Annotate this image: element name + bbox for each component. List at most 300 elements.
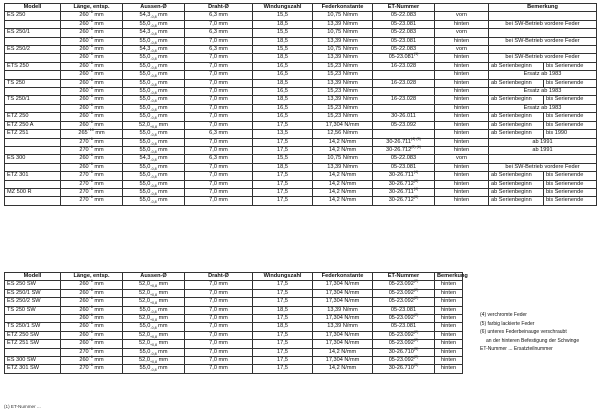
position-cell: hinten xyxy=(435,163,489,171)
laenge-tolerance: +6 xyxy=(88,313,93,318)
aussen-cell xyxy=(123,155,185,163)
table-row xyxy=(5,62,597,70)
draht-cell: 7,0 mm xyxy=(185,348,253,356)
aussen-unit: mm xyxy=(158,365,168,372)
et-note: (5) xyxy=(413,363,419,368)
aussen-cell xyxy=(123,54,185,62)
bemerkung-cell xyxy=(489,155,597,163)
header-laenge: Länge, entsp. xyxy=(61,4,123,12)
bemerkung-cell: ab Serienbeginn xyxy=(489,172,544,180)
table-row xyxy=(5,130,597,138)
laenge-tolerance: +6 xyxy=(88,187,93,192)
aussen-value: 55,0 xyxy=(139,104,151,111)
aussen-tolerance: -0,8 xyxy=(150,40,157,45)
laenge-unit: mm xyxy=(94,88,104,95)
position-cell: hinten xyxy=(435,172,489,180)
et-note: (2) xyxy=(413,338,419,343)
draht-cell: 7,0 mm xyxy=(185,37,253,45)
aussen-tolerance: -0,8 xyxy=(150,57,157,62)
laenge-value: 260 xyxy=(79,71,89,78)
windung-cell: 18,5 xyxy=(253,96,313,104)
feder-cell: 17,304 N/mm xyxy=(313,340,373,348)
aussen-unit: mm xyxy=(158,155,168,162)
model-cell xyxy=(5,104,61,112)
feder-cell: 14,2 N/mm xyxy=(313,188,373,196)
feder-cell: 14,2 N/mm xyxy=(313,348,373,356)
laenge-tolerance: +6 xyxy=(88,329,93,334)
position-cell: hinten xyxy=(435,71,489,79)
aussen-unit: mm xyxy=(158,12,168,19)
aussen-tolerance: -0,8 xyxy=(150,150,157,155)
aussen-tolerance: -0,8 xyxy=(150,351,157,356)
aussen-unit: mm xyxy=(158,29,168,36)
aussen-tolerance: +0,8 xyxy=(149,334,158,339)
feder-cell: 12,56 N/mm xyxy=(313,130,373,138)
draht-cell: 7,0 mm xyxy=(185,146,253,154)
aussen-tolerance: -0,8 xyxy=(150,116,157,121)
aussen-value: 55,0 xyxy=(139,180,151,187)
laenge-value: 260 xyxy=(79,113,89,120)
feder-cell: 15,23 N/mm xyxy=(313,62,373,70)
table-row xyxy=(5,29,597,37)
draht-cell: 6,3 mm xyxy=(185,155,253,163)
laenge-unit: mm xyxy=(94,340,104,347)
laenge-value: 260 xyxy=(79,46,89,53)
table-row xyxy=(5,138,597,146)
bemerkung-cell: ab Serienbeginn xyxy=(489,197,544,205)
draht-cell: 7,0 mm xyxy=(185,331,253,339)
position-cell: hinten xyxy=(435,138,489,146)
windung-cell: 17,5 xyxy=(253,340,313,348)
aussen-value: 55,0 xyxy=(139,348,151,355)
laenge-value: 260 xyxy=(79,79,89,86)
laenge-tolerance: +6 xyxy=(88,18,93,23)
draht-cell: 7,0 mm xyxy=(185,138,253,146)
position-cell: hinten xyxy=(435,323,463,331)
table-row xyxy=(5,323,463,331)
laenge-value: 260 xyxy=(79,54,89,61)
et-value: 05-23.092 xyxy=(388,340,414,347)
aussen-unit: mm xyxy=(158,104,168,111)
position-cell: vorn xyxy=(435,29,489,37)
et-value: 30-26.710 xyxy=(388,365,414,372)
aussen-unit: mm xyxy=(158,281,168,288)
bemerkung-cell: ab Serienbeginn xyxy=(489,130,544,138)
header-aussen: Aussen-Ø xyxy=(123,273,185,281)
et-value: 30-26.011 xyxy=(391,113,416,120)
table-row xyxy=(5,365,463,373)
windung-cell: 16,5 xyxy=(253,88,313,96)
aussen-cell xyxy=(123,331,185,339)
model-cell: TS 250 SW xyxy=(5,306,61,314)
draht-cell: 7,0 mm xyxy=(185,298,253,306)
et-note: (4) xyxy=(413,170,419,175)
windung-cell: 17,5 xyxy=(253,180,313,188)
windung-cell: 18,5 xyxy=(253,20,313,28)
draht-cell: 7,0 mm xyxy=(185,113,253,121)
aussen-cell xyxy=(123,281,185,289)
model-cell: ETZ 301 SW xyxy=(5,365,61,373)
draht-cell: 6,3 mm xyxy=(185,29,253,37)
windung-cell: 15,5 xyxy=(253,29,313,37)
position-cell: hinten xyxy=(435,104,489,112)
aussen-unit: mm xyxy=(158,348,168,355)
windung-cell: 18,5 xyxy=(253,163,313,171)
feder-cell: 14,2 N/mm xyxy=(313,146,373,154)
bemerkung-cell: Ersatz ab 1983 xyxy=(489,104,597,112)
model-cell: ETZ 251 xyxy=(5,130,61,138)
laenge-value: 260 xyxy=(79,121,89,128)
et-cell xyxy=(373,71,435,79)
model-cell: MZ 500 R xyxy=(5,188,61,196)
feder-cell: 13,39 N/mm xyxy=(313,54,373,62)
aussen-tolerance: +0,8 xyxy=(149,343,158,348)
table2-header-row xyxy=(5,273,463,281)
et-note: (2) xyxy=(413,313,419,318)
feder-cell: 14,2 N/mm xyxy=(313,138,373,146)
windung-cell: 15,5 xyxy=(253,155,313,163)
legend-notes xyxy=(480,311,598,354)
et-cell xyxy=(373,104,435,112)
aussen-tolerance: -0,8 xyxy=(150,141,157,146)
aussen-value: 55,0 xyxy=(139,71,151,78)
model-cell: ETZ 251 SW xyxy=(5,340,61,348)
aussen-tolerance: -0,8 xyxy=(150,49,157,54)
laenge-value: 260 xyxy=(79,281,89,288)
feder-cell: 13,39 N/mm xyxy=(313,163,373,171)
laenge-value: 260 xyxy=(79,96,89,103)
position-cell: hinten xyxy=(435,289,463,297)
aussen-unit: mm xyxy=(158,62,168,69)
aussen-unit: mm xyxy=(158,54,168,61)
aussen-cell xyxy=(123,348,185,356)
position-cell: hinten xyxy=(435,88,489,96)
legend-line: (5) farbig lackierte Feder xyxy=(480,320,535,327)
aussen-tolerance: -0,8 xyxy=(150,175,157,180)
draht-cell: 7,0 mm xyxy=(185,88,253,96)
feder-cell: 13,39 N/mm xyxy=(313,323,373,331)
table-row xyxy=(5,289,463,297)
aussen-tolerance: +0,8 xyxy=(149,318,158,323)
et-cell xyxy=(373,306,435,314)
aussen-cell xyxy=(123,104,185,112)
laenge-tolerance: +6 xyxy=(88,60,93,65)
header-aussen: Aussen-Ø xyxy=(123,4,185,12)
draht-cell: 7,0 mm xyxy=(185,54,253,62)
laenge-unit: mm xyxy=(94,281,104,288)
et-cell xyxy=(373,348,435,356)
aussen-cell xyxy=(123,113,185,121)
bemerkung2-cell: bis 1990 xyxy=(544,130,597,138)
position-cell: hinten xyxy=(435,20,489,28)
bemerkung-cell: Ersatz ab 1983 xyxy=(489,71,597,79)
footnote: (1) ET-Nummer ... xyxy=(4,404,41,409)
aussen-cell xyxy=(123,197,185,205)
laenge-tolerance: +6 xyxy=(88,52,93,57)
et-cell xyxy=(373,180,435,188)
aussen-cell xyxy=(123,79,185,87)
et-value: 05-23.081 xyxy=(390,163,417,170)
et-note: (2) xyxy=(413,355,419,360)
windung-cell: 18,5 xyxy=(253,306,313,314)
laenge-value: 260 xyxy=(79,306,89,313)
model-cell xyxy=(5,20,61,28)
legend-line: ET-Nummer ... Ersatzteilnummer xyxy=(480,346,553,353)
et-note: (2) xyxy=(413,296,419,301)
table-row xyxy=(5,20,597,28)
feder-cell: 15,23 N/mm xyxy=(313,113,373,121)
model-cell xyxy=(5,146,61,154)
legend-line: (4) verchromte Feder xyxy=(480,312,527,318)
bemerkung2-cell: bis Serienende xyxy=(544,121,597,129)
aussen-value: 55,0 xyxy=(139,197,151,204)
model-cell xyxy=(5,180,61,188)
aussen-tolerance: -0,8 xyxy=(150,32,157,37)
laenge-tolerance: +6 xyxy=(88,338,93,343)
et-cell xyxy=(373,163,435,171)
aussen-value: 55,0 xyxy=(139,88,151,95)
et-value: 05-23.081 xyxy=(390,37,417,44)
windung-cell: 17,5 xyxy=(253,281,313,289)
position-cell: hinten xyxy=(435,281,463,289)
feder-cell: 15,23 N/mm xyxy=(313,104,373,112)
bemerkung-cell: ab Serienbeginn xyxy=(489,113,544,121)
aussen-cell xyxy=(123,130,185,138)
laenge-value: 260 xyxy=(79,340,89,347)
windung-cell: 17,5 xyxy=(253,357,313,365)
table-row xyxy=(5,104,597,112)
et-value: 05-23.092 xyxy=(388,357,414,364)
aussen-cell xyxy=(123,146,185,154)
laenge-value: 260 xyxy=(79,289,89,296)
header-laenge: Länge, entsp. xyxy=(61,273,123,281)
feder-cell: 17,304 N/mm xyxy=(313,298,373,306)
draht-cell: 7,0 mm xyxy=(185,180,253,188)
et-note: (6) xyxy=(413,178,419,183)
laenge-value: 260 xyxy=(79,104,89,111)
et-value: 05-23.092 xyxy=(388,315,414,322)
et-cell xyxy=(373,340,435,348)
laenge-unit: mm xyxy=(94,306,104,313)
aussen-value: 55,0 xyxy=(139,138,151,145)
header-modell: Modell xyxy=(5,4,61,12)
draht-cell: 7,0 mm xyxy=(185,323,253,331)
bemerkung2-cell: bis Serienende xyxy=(544,188,597,196)
table-row xyxy=(5,79,597,87)
aussen-unit: mm xyxy=(158,188,168,195)
header-position xyxy=(435,4,489,12)
feder-cell: 13,39 N/mm xyxy=(313,20,373,28)
aussen-unit: mm xyxy=(158,46,168,53)
laenge-tolerance: +6 xyxy=(88,287,93,292)
bemerkung-cell: Ersatz ab 1983 xyxy=(489,88,597,96)
aussen-value: 54,3 xyxy=(139,46,151,53)
position-cell: hinten xyxy=(435,146,489,154)
laenge-value: 270 xyxy=(79,348,89,355)
laenge-tolerance: +6 xyxy=(88,321,93,326)
draht-cell: 7,0 mm xyxy=(185,306,253,314)
et-value: 05-23.092 xyxy=(388,281,414,288)
et-cell xyxy=(373,289,435,297)
model-cell: ES 250 SW xyxy=(5,281,61,289)
laenge-unit: mm xyxy=(94,146,104,153)
laenge-tolerance: +6 xyxy=(88,136,93,141)
aussen-unit: mm xyxy=(158,340,168,347)
aussen-value: 55,0 xyxy=(139,20,151,27)
table-row xyxy=(5,172,597,180)
table1-body xyxy=(5,12,597,205)
draht-cell: 7,0 mm xyxy=(185,20,253,28)
bemerkung-cell xyxy=(489,46,597,54)
table-row xyxy=(5,281,463,289)
model-cell: ETZ 250 xyxy=(5,113,61,121)
et-value: 05-22.083 xyxy=(390,155,417,162)
et-cell xyxy=(373,357,435,365)
aussen-unit: mm xyxy=(158,71,168,78)
laenge-unit: mm xyxy=(94,155,104,162)
bemerkung2-cell: bis Serienende xyxy=(544,172,597,180)
laenge-value: 270 xyxy=(79,197,89,204)
table-row xyxy=(5,306,463,314)
table-row xyxy=(5,113,597,121)
et-cell xyxy=(373,88,435,96)
draht-cell: 7,0 mm xyxy=(185,188,253,196)
laenge-value: 260 xyxy=(79,163,89,170)
laenge-value: 260 xyxy=(79,323,89,330)
laenge-value: 270 xyxy=(79,365,89,372)
et-value: 30-26.712 xyxy=(386,146,412,153)
windung-cell: 17,5 xyxy=(253,298,313,306)
feder-cell: 14,2 N/mm xyxy=(313,172,373,180)
header-federkonstante: Federkonstante xyxy=(313,273,373,281)
aussen-tolerance: +0,8 xyxy=(149,284,158,289)
laenge-value: 260 xyxy=(79,37,89,44)
laenge-unit: mm xyxy=(94,71,104,78)
bemerkung-cell: ab Serienbeginn xyxy=(489,121,544,129)
model-cell: TS 250/1 xyxy=(5,96,61,104)
aussen-cell xyxy=(123,20,185,28)
laenge-tolerance: +6 xyxy=(88,111,93,116)
position-cell: hinten xyxy=(435,96,489,104)
aussen-cell xyxy=(123,37,185,45)
et-cell xyxy=(373,138,435,146)
laenge-tolerance: +6 xyxy=(88,44,93,49)
windung-cell: 16,5 xyxy=(253,104,313,112)
et-cell xyxy=(373,331,435,339)
aussen-value: 55,0 xyxy=(139,62,151,69)
laenge-unit: mm xyxy=(94,62,104,69)
laenge-tolerance: +6 xyxy=(88,195,93,200)
position-cell: hinten xyxy=(435,306,463,314)
table-row xyxy=(5,71,597,79)
et-cell xyxy=(373,281,435,289)
laenge-unit: mm xyxy=(94,323,104,330)
windung-cell: 16,5 xyxy=(253,71,313,79)
laenge-value: 260 xyxy=(79,315,89,322)
header-et-nummer: ET-Nummer xyxy=(373,4,435,12)
position-cell: hinten xyxy=(435,188,489,196)
et-cell xyxy=(373,12,435,20)
spring-table-main xyxy=(4,3,597,206)
windung-cell: 17,5 xyxy=(253,289,313,297)
position-cell: hinten xyxy=(435,348,463,356)
et-value: 05-23.092 xyxy=(388,289,414,296)
et-value: 16-23.028 xyxy=(390,79,417,86)
aussen-cell xyxy=(123,121,185,129)
laenge-unit: mm xyxy=(94,180,104,187)
feder-cell: 10,75 N/mm xyxy=(313,46,373,54)
aussen-tolerance: -0,8 xyxy=(150,99,157,104)
et-note: (2) xyxy=(413,279,419,284)
bemerkung-cell: ab Serienbeginn xyxy=(489,79,544,87)
aussen-unit: mm xyxy=(158,331,168,338)
laenge-value: 260 xyxy=(79,20,89,27)
et-cell xyxy=(373,323,435,331)
windung-cell: 17,5 xyxy=(253,188,313,196)
draht-cell: 7,0 mm xyxy=(185,365,253,373)
feder-cell: 17,304 N/mm xyxy=(313,289,373,297)
aussen-tolerance: -0,8 xyxy=(150,166,157,171)
aussen-cell xyxy=(123,188,185,196)
position-cell: hinten xyxy=(435,54,489,62)
et-note: (6) xyxy=(413,195,419,200)
position-cell: hinten xyxy=(435,113,489,121)
laenge-tolerance: +10 xyxy=(87,128,94,133)
aussen-cell xyxy=(123,357,185,365)
table-row xyxy=(5,188,597,196)
laenge-unit: mm xyxy=(94,37,104,44)
laenge-tolerance: +6 xyxy=(88,178,93,183)
aussen-tolerance: -0,8 xyxy=(150,158,157,163)
aussen-value: 55,0 xyxy=(139,54,151,61)
position-cell: hinten xyxy=(435,37,489,45)
model-cell: ES 250/1 SW xyxy=(5,289,61,297)
model-cell: ES 300 xyxy=(5,155,61,163)
aussen-cell xyxy=(123,88,185,96)
laenge-value: 260 xyxy=(79,298,89,305)
position-cell: hinten xyxy=(435,340,463,348)
windung-cell: 17,5 xyxy=(253,172,313,180)
et-cell xyxy=(373,113,435,121)
laenge-unit: mm xyxy=(94,46,104,53)
model-cell: TS 250 xyxy=(5,79,61,87)
bemerkung-cell: ab Serienbeginn xyxy=(489,62,544,70)
et-note: (5) xyxy=(413,346,419,351)
et-value: 05-23.081 xyxy=(390,306,417,313)
aussen-cell xyxy=(123,172,185,180)
laenge-value: 260 xyxy=(79,155,89,162)
laenge-unit: mm xyxy=(94,315,104,322)
windung-cell: 17,5 xyxy=(253,315,313,323)
aussen-value: 52,0 xyxy=(139,298,150,305)
aussen-cell xyxy=(123,298,185,306)
table-row xyxy=(5,163,597,171)
windung-cell: 16,5 xyxy=(253,62,313,70)
aussen-value: 55,0 xyxy=(139,172,151,179)
laenge-value: 270 xyxy=(79,180,89,187)
draht-cell: 7,0 mm xyxy=(185,104,253,112)
legend-line: an der hinteren Befestigung der Schwinge xyxy=(486,337,580,344)
aussen-unit: mm xyxy=(158,172,168,179)
table2-body xyxy=(5,281,463,373)
bemerkung2-cell: bis Serienende xyxy=(544,113,597,121)
table-row xyxy=(5,96,597,104)
draht-cell: 7,0 mm xyxy=(185,62,253,70)
bemerkung-cell: bei SW-Betrieb vordere Feder xyxy=(489,37,597,45)
model-cell: ES 250/1 xyxy=(5,29,61,37)
aussen-cell xyxy=(123,163,185,171)
windung-cell: 17,5 xyxy=(253,365,313,373)
